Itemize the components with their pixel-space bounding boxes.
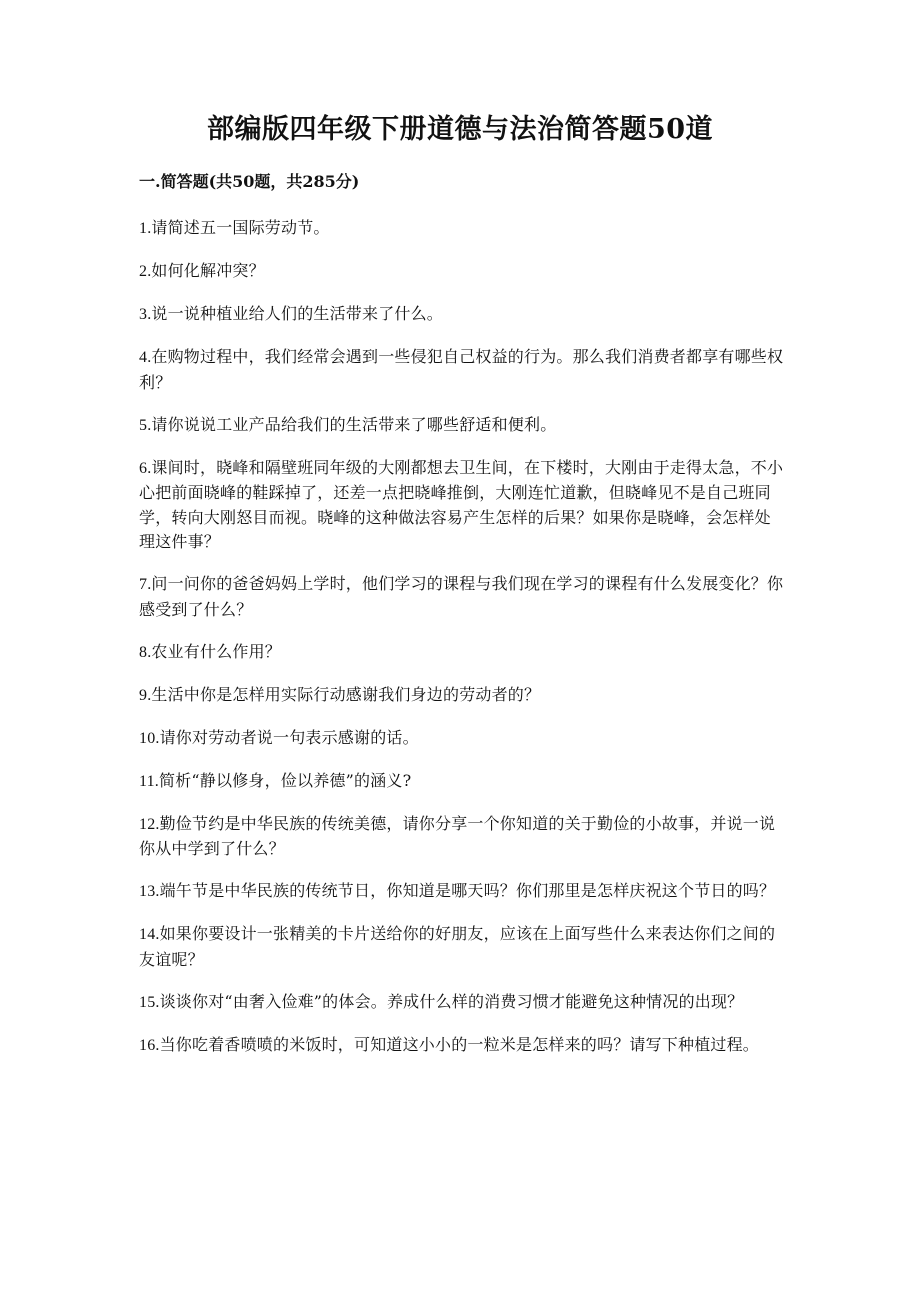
question-item xyxy=(139,572,784,622)
question-item xyxy=(139,922,784,972)
question-number: 6. xyxy=(139,459,152,477)
document-title: 部编版四年级下册道德与法治简答题50道 xyxy=(206,114,714,145)
question-item xyxy=(139,769,784,795)
question-text: 请简述五一国际劳动节。 xyxy=(151,218,330,237)
question-number: 8. xyxy=(139,643,152,661)
question-text: 在购物过程中，我们经常会遇到一些侵犯自己权益的行为。那么我们消费者都享有哪些权利？ xyxy=(139,347,784,392)
question-item xyxy=(139,879,784,905)
question-text: 农业有什么作用？ xyxy=(151,641,282,661)
question-item xyxy=(139,683,784,709)
section-heading: 一.简答题(共50题，共285分) xyxy=(139,172,360,191)
question-text: 简析“静以修身，俭以养德”的涵义? xyxy=(159,770,412,790)
question-item xyxy=(139,345,784,395)
question-item xyxy=(139,456,784,555)
question-number: 2. xyxy=(139,263,152,280)
question-number: 13. xyxy=(139,883,160,900)
question-text: 如何化解冲突？ xyxy=(151,261,265,280)
question-text: 问一问你的爸爸妈妈上学时，他们学习的课程与我们现在学习的课程有什么发展变化？你感受到了什么？ xyxy=(139,574,784,619)
question-number: 16. xyxy=(139,1036,160,1054)
question-number: 9. xyxy=(139,686,152,704)
question-list xyxy=(139,216,784,1076)
question-item xyxy=(139,413,784,439)
question-number: 1. xyxy=(139,220,152,237)
question-text: 端午节是中华民族的传统节日，你知道是哪天吗？你们那里是怎样庆祝这个节日的吗？ xyxy=(159,881,776,900)
question-item xyxy=(139,726,784,752)
question-item xyxy=(139,640,784,666)
question-text: 生活中你是怎样用实际行动感谢我们身边的劳动者的？ xyxy=(151,684,541,704)
question-number: 12. xyxy=(139,815,160,833)
question-number: 14. xyxy=(139,926,160,943)
question-item xyxy=(139,990,784,1016)
question-item xyxy=(139,259,784,285)
question-number: 10. xyxy=(139,729,160,747)
question-text: 课间时，晓峰和隔壁班同年级的大刚都想去卫生间，在下楼时，大刚由于走得太急，不小心把前面晓峰的鞋踩掉了，还差一点把晓峰推倒，大刚连忙道歉，但晓峰见不是自己班同学，转向大刚怒目而视。晓峰的这种做法容易产生怎样的后果？如果你是晓峰，会怎样处理这件事？ xyxy=(139,457,784,551)
question-text: 当你吃着香喷喷的米饭时，可知道这小小的一粒米是怎样来的吗？请写下种植过程。 xyxy=(159,1034,760,1054)
question-item xyxy=(139,1033,784,1059)
question-number: 7. xyxy=(139,576,152,593)
question-item xyxy=(139,812,784,862)
question-text: 请你对劳动者说一句表示感谢的话。 xyxy=(159,727,419,747)
question-number: 15. xyxy=(139,993,160,1011)
question-number: 5. xyxy=(139,416,152,434)
question-number: 11. xyxy=(139,772,160,790)
question-text: 请你说说工业产品给我们的生活带来了哪些舒适和便利。 xyxy=(151,414,557,434)
question-number: 3. xyxy=(139,306,152,323)
question-text: 谈谈你对“由奢入俭难”的体会。养成什么样的消费习惯才能避免这种情况的出现？ xyxy=(159,991,744,1011)
question-text: 勤俭节约是中华民族的传统美德，请你分享一个你知道的关于勤俭的小故事，并说一说你从中学到了什么？ xyxy=(139,813,776,858)
question-item xyxy=(139,302,784,328)
question-item xyxy=(139,216,784,242)
question-text: 说一说种植业给人们的生活带来了什么。 xyxy=(151,304,444,323)
question-text: 如果你要设计一张精美的卡片送给你的好朋友，应该在上面写些什么来表达你们之间的友谊呢？ xyxy=(139,924,776,969)
question-number: 4. xyxy=(139,349,152,366)
